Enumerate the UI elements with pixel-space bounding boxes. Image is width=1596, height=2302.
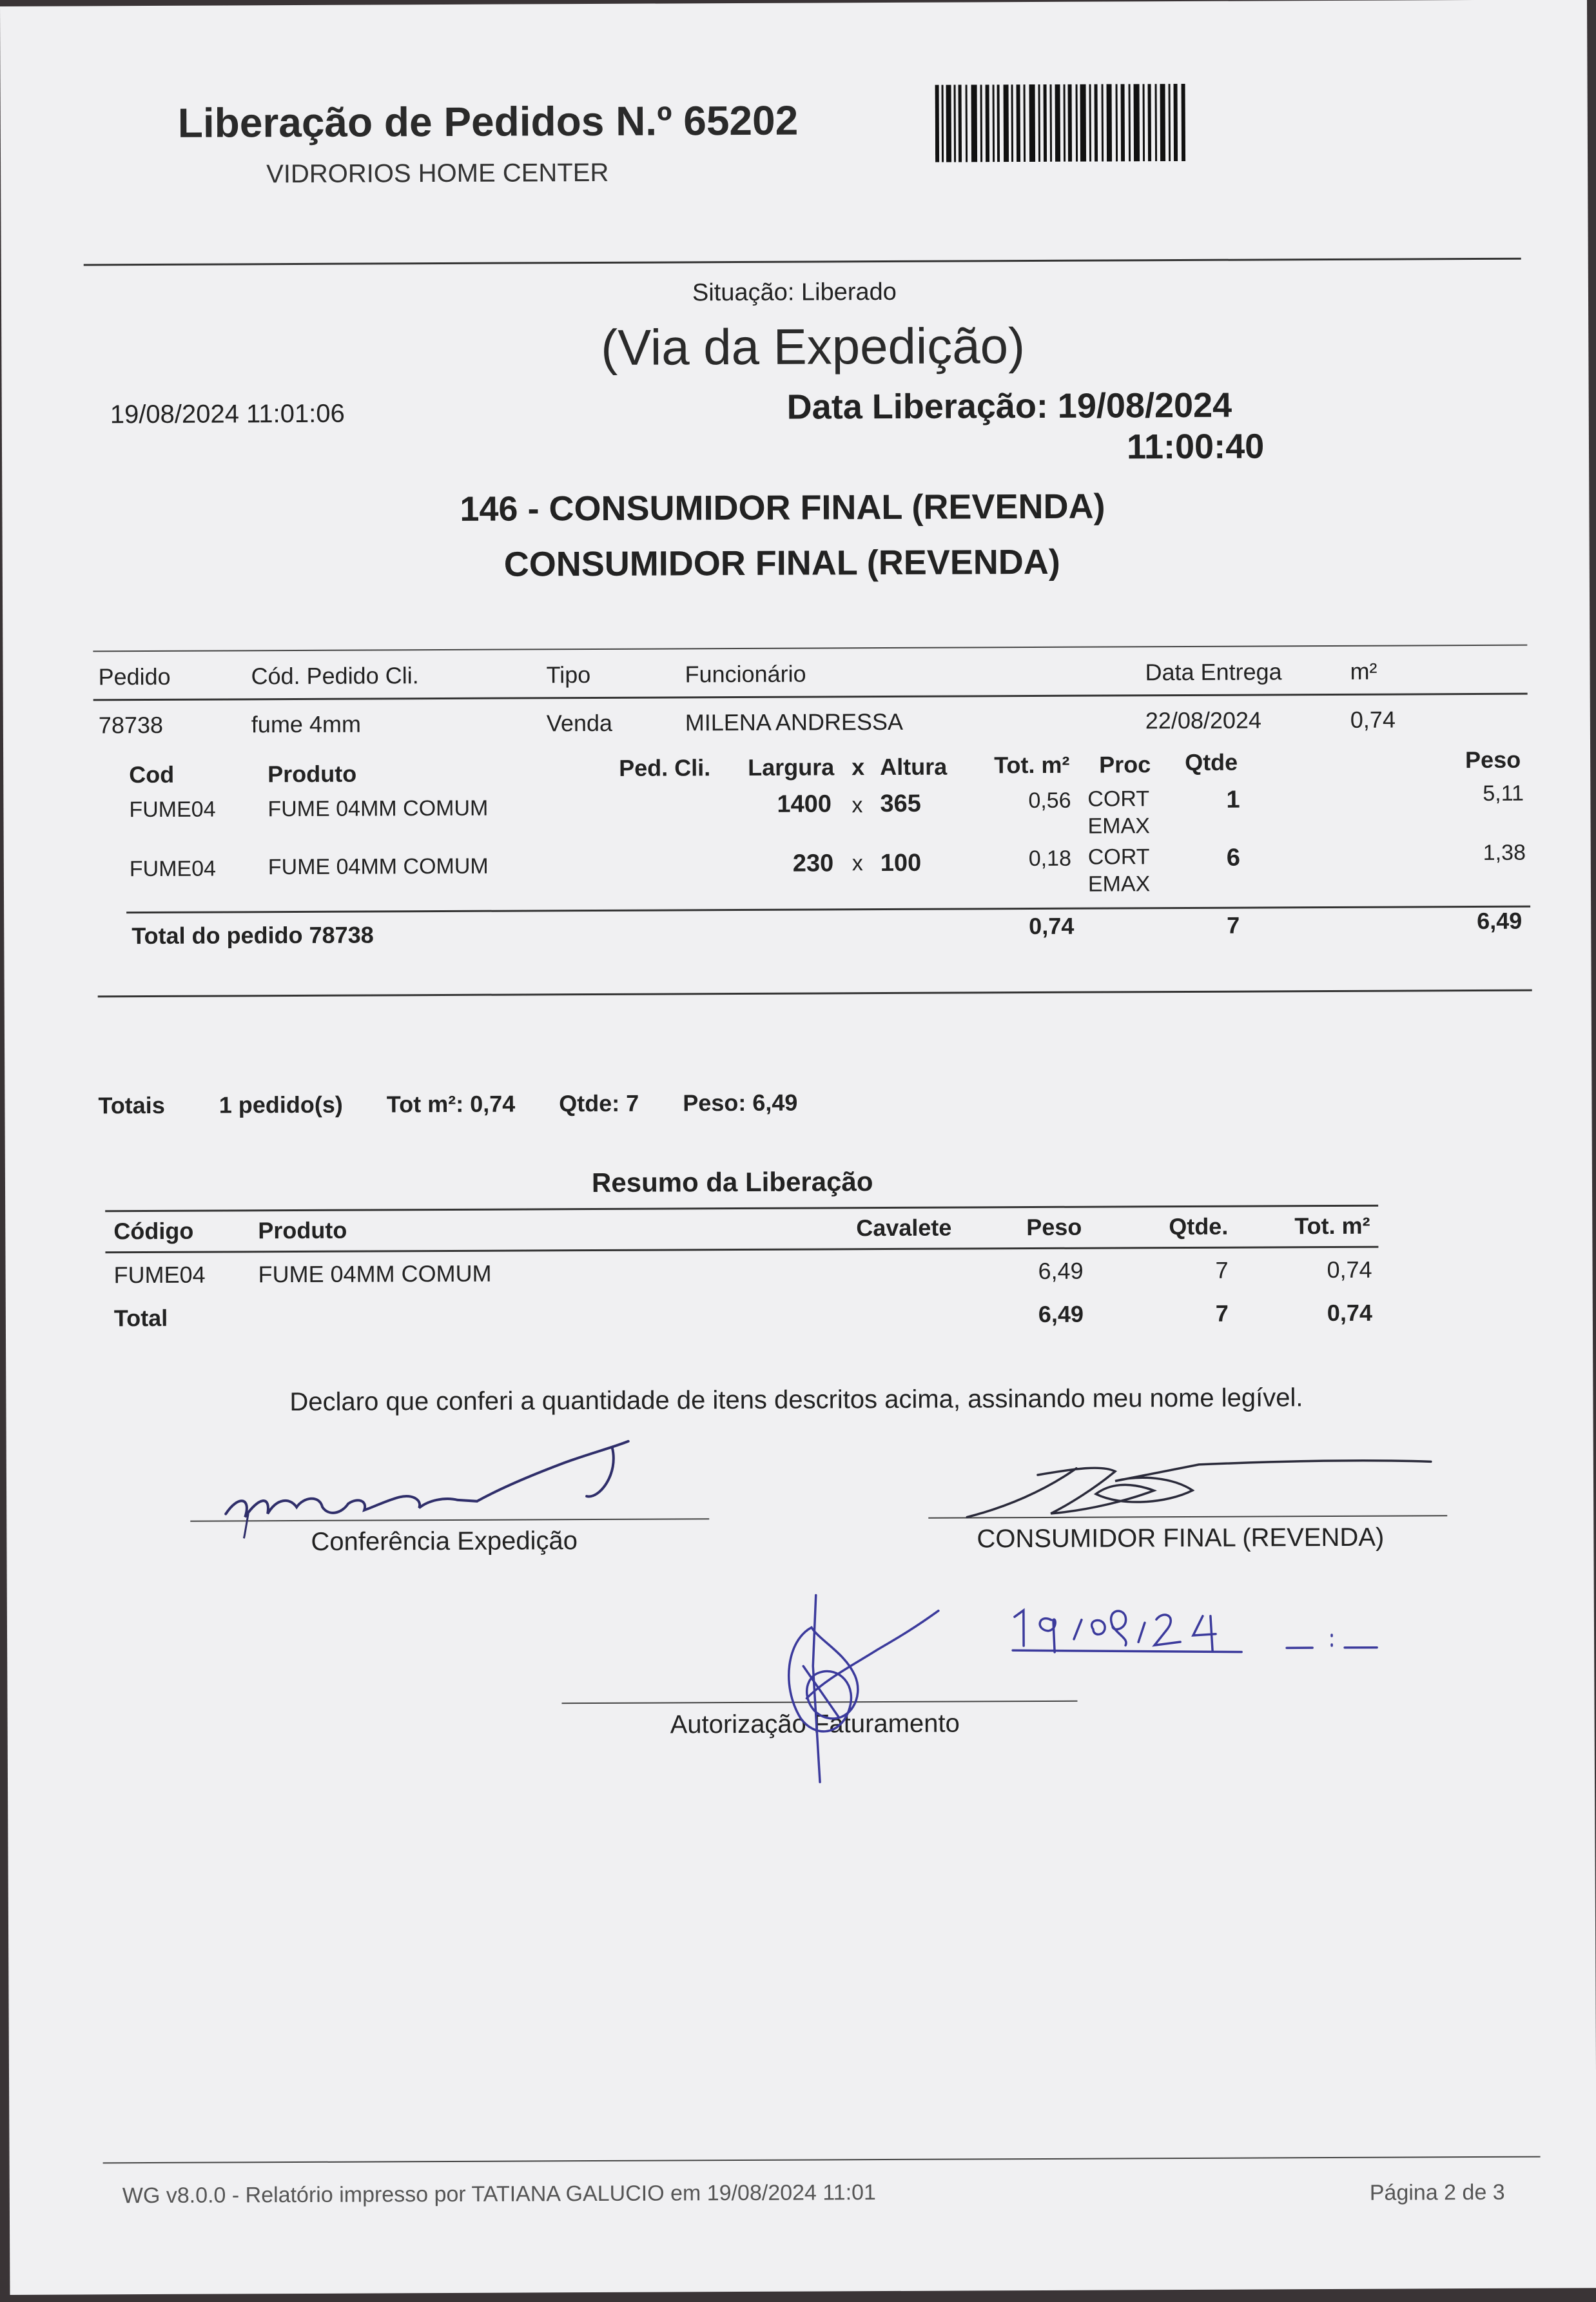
document-title: Liberação de Pedidos N.º 65202 xyxy=(177,97,799,146)
footer-page-number: Página 2 de 3 xyxy=(1369,2180,1505,2205)
summary-header-tot-m2: Tot. m² xyxy=(1294,1212,1370,1240)
items-total-rule xyxy=(126,906,1530,914)
signature-label-autorizacao: Autorização Faturamento xyxy=(670,1709,960,1739)
print-datetime: 19/08/2024 11:01:06 xyxy=(110,399,345,429)
totals-pedidos: 1 pedido(s) xyxy=(219,1091,343,1118)
item-1-tot-m2: 0,56 xyxy=(1028,788,1071,814)
item-2-altura: 100 xyxy=(880,849,922,877)
col-header-funcionario: Funcionário xyxy=(685,660,806,688)
item-header-cod: Cod xyxy=(129,761,175,788)
item-2-cod: FUME04 xyxy=(129,856,217,882)
signature-label-cliente: CONSUMIDOR FINAL (REVENDA) xyxy=(977,1523,1385,1554)
summary-header-cavalete: Cavalete xyxy=(856,1214,952,1242)
summary-title: Resumo da Liberação xyxy=(591,1166,873,1198)
col-header-pedido: Pedido xyxy=(98,663,171,690)
item-header-proc: Proc xyxy=(1099,751,1151,778)
summary-row-codigo: FUME04 xyxy=(113,1261,206,1289)
summary-total-qtde: 7 xyxy=(1215,1300,1229,1327)
item-2-produto: FUME 04MM COMUM xyxy=(268,853,489,880)
summary-top-rule xyxy=(105,1205,1378,1213)
order-total-label: Total do pedido 78738 xyxy=(131,921,374,950)
item-2-peso: 1,38 xyxy=(1483,840,1526,865)
item-2-x: x xyxy=(852,851,863,876)
handwritten-authorization-signature xyxy=(742,1588,955,1802)
item-2-tot-m2: 0,18 xyxy=(1028,846,1072,872)
order-tipo: Venda xyxy=(546,709,613,737)
order-total-qtde: 7 xyxy=(1227,912,1240,939)
handwritten-signature-cliente xyxy=(948,1454,1437,1527)
order-total-m2: 0,74 xyxy=(1029,912,1075,940)
summary-total-label: Total xyxy=(113,1304,168,1332)
header-divider xyxy=(84,258,1521,266)
order-m2: 0,74 xyxy=(1350,706,1396,733)
item-header-largura: Largura xyxy=(748,754,835,781)
totals-tot-m2: Tot m²: 0,74 xyxy=(386,1090,516,1118)
summary-header-peso: Peso xyxy=(1026,1213,1082,1241)
order-section-end-rule xyxy=(98,990,1532,998)
item-1-proc-emax: EMAX xyxy=(1087,814,1151,839)
order-total-peso: 6,49 xyxy=(1477,907,1523,935)
customer-line-2: CONSUMIDOR FINAL (REVENDA) xyxy=(503,542,1060,584)
totals-peso: Peso: 6,49 xyxy=(683,1089,798,1117)
summary-header-produto: Produto xyxy=(258,1216,347,1244)
col-header-m2: m² xyxy=(1350,658,1377,685)
order-data-entrega: 22/08/2024 xyxy=(1145,707,1262,734)
item-header-altura: Altura xyxy=(880,753,948,781)
item-1-qtde: 1 xyxy=(1226,786,1240,814)
summary-row-produto: FUME 04MM COMUM xyxy=(258,1260,492,1288)
item-1-x: x xyxy=(852,793,863,818)
order-table-header-rule xyxy=(93,693,1528,701)
item-header-tot-m2: Tot. m² xyxy=(994,751,1070,779)
summary-header-qtde: Qtde. xyxy=(1169,1213,1229,1240)
summary-total-tot-m2: 0,74 xyxy=(1327,1299,1373,1327)
item-header-peso: Peso xyxy=(1465,746,1521,774)
summary-header-codigo: Código xyxy=(113,1217,194,1245)
order-pedido: 78738 xyxy=(98,711,164,739)
item-header-qtde: Qtde xyxy=(1185,748,1238,775)
item-2-largura: 230 xyxy=(792,850,834,877)
col-header-cod-pedido-cli: Cód. Pedido Cli. xyxy=(251,662,419,690)
item-1-peso: 5,11 xyxy=(1483,781,1524,806)
handwritten-signature-conferencia xyxy=(200,1434,677,1539)
item-1-altura: 365 xyxy=(880,790,921,818)
declaration-text: Declaro que conferi a quantidade de itens descritos acima, assinando meu nome legível. xyxy=(289,1383,1303,1417)
item-2-proc-cort: CORT xyxy=(1087,844,1150,870)
order-cod-pedido-cli: fume 4mm xyxy=(251,710,361,738)
summary-header-rule xyxy=(105,1246,1378,1254)
item-1-proc-cort: CORT xyxy=(1087,786,1150,812)
release-date: Data Liberação: 19/08/2024 xyxy=(786,385,1232,427)
signature-label-conferencia: Conferência Expedição xyxy=(311,1527,578,1556)
totals-qtde: Qtde: 7 xyxy=(559,1089,639,1117)
item-2-proc-emax: EMAX xyxy=(1087,872,1151,897)
item-header-ped-cli: Ped. Cli. xyxy=(619,754,711,781)
company-name: VIDRORIOS HOME CENTER xyxy=(266,158,609,189)
item-1-cod: FUME04 xyxy=(129,797,216,823)
totals-line xyxy=(98,1089,797,1120)
footer-rule xyxy=(103,2156,1541,2164)
summary-row-tot-m2: 0,74 xyxy=(1327,1256,1372,1283)
order-table-top-rule xyxy=(93,645,1527,652)
col-header-tipo: Tipo xyxy=(546,661,591,688)
item-1-produto: FUME 04MM COMUM xyxy=(268,795,489,822)
footer-report-info: WG v8.0.0 - Relatório impresso por TATIANA GALUCIO em 19/08/2024 11:01 xyxy=(122,2180,877,2209)
handwritten-date xyxy=(1009,1590,1397,1669)
release-time: 11:00:40 xyxy=(1126,427,1265,467)
item-1-largura: 1400 xyxy=(777,790,832,818)
item-2-qtde: 6 xyxy=(1226,844,1241,872)
barcode-graphic xyxy=(935,84,1189,162)
customer-line-1: 146 - CONSUMIDOR FINAL (REVENDA) xyxy=(460,487,1105,529)
item-header-produto: Produto xyxy=(268,760,357,788)
col-header-data-entrega: Data Entrega xyxy=(1145,658,1282,686)
summary-row-qtde: 7 xyxy=(1215,1256,1229,1283)
summary-total-peso: 6,49 xyxy=(1038,1300,1084,1327)
order-funcionario: MILENA ANDRESSA xyxy=(685,708,904,736)
summary-row-peso: 6,49 xyxy=(1038,1257,1084,1284)
item-header-x: x xyxy=(852,754,865,781)
status-text: Situação: Liberado xyxy=(692,278,897,307)
via-title: (Via da Expedição) xyxy=(601,317,1026,376)
totals-label: Totais xyxy=(98,1091,165,1119)
